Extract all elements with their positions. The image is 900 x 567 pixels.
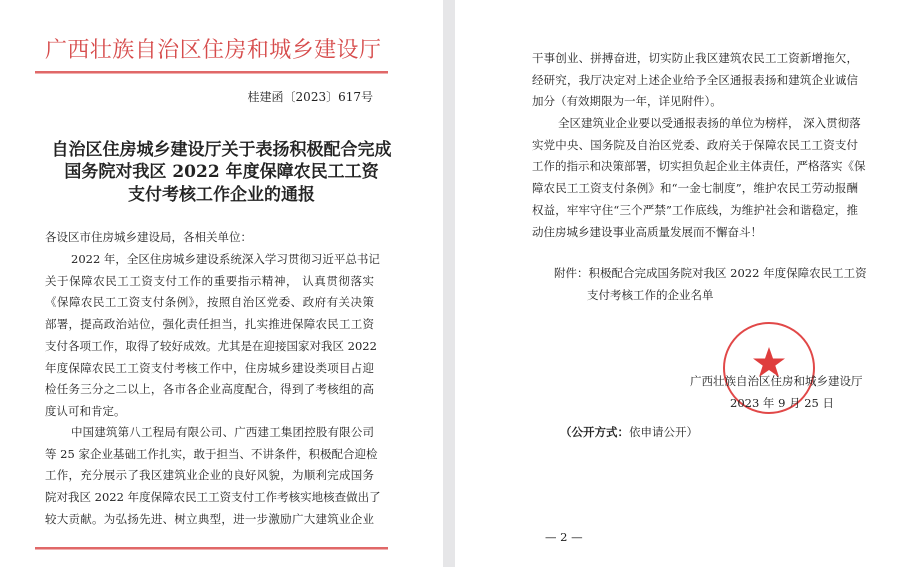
page-number: — 2 — [545, 530, 583, 544]
text-line: 等 25 家企业基础工作扎实，敢于担当、不讲条件，积极配合迎检 [45, 446, 378, 461]
document-page-2 [455, 0, 900, 567]
disclosure [560, 424, 698, 440]
title-line: 自治区住房城乡建设厅关于表扬积极配合完成 [51, 140, 392, 160]
text-line: 2022 年，全区住房城乡建设系统深入学习贯彻习近平总书记 [71, 252, 380, 266]
signature-organization: 广西壮族自治区住房和城乡建设厅 [690, 374, 863, 388]
text-line: 障农民工工资支付条例》和“一金七制度”，维护农民工劳动报酬 [532, 181, 858, 196]
title-line: 支付考核工作企业的通报 [128, 185, 315, 205]
text-line: 全区建筑业企业要以受通报表扬的单位为榜样， 深入贯彻落 [558, 116, 861, 130]
signature-date: 2023 年 9 月 25 日 [730, 396, 834, 410]
text-line: 权益，牢牢守住“三个严禁”工作底线，为维护社会和谐稳定，推 [532, 202, 858, 217]
text-line: 支付各项工作，取得了较好成效。尤其是在迎接国家对我区 2022 [45, 338, 377, 353]
text-line: 中国建筑第八工程局有限公司、广西建工集团控股有限公司 [71, 425, 374, 439]
text-line: 《保障农民工工资支付条例》，按照自治区党委、政府有关决策 [45, 295, 374, 310]
text-line: 实党中央、国务院及自治区党委、政府关于保障农民工工资支付 [532, 137, 858, 152]
document-page-1 [0, 0, 443, 567]
text-line: 支付考核工作的企业名单 [587, 287, 714, 302]
text-line: 较大贡献。为弘扬先进、树立典型，进一步激励广大建筑业企业 [45, 511, 374, 526]
text-line: 动住房城乡建设事业高质量发展而不懈奋斗！ [532, 224, 762, 239]
title-line: 国务院对我区 2022 年度保障农民工工资 [64, 162, 379, 182]
text-line: 工作的指示和决策部署，切实担负起企业主体责任，严格落实《保 [532, 159, 866, 174]
document-number: 桂建函〔2023〕617号 [247, 90, 373, 104]
header-red-rule [35, 71, 388, 74]
salutation: 各设区市住房城乡建设局，各相关单位： [45, 230, 252, 244]
disclosure-label: （公开方式： [560, 425, 629, 439]
text-line: 经研究，我厅决定对上述企业给予全区通报表扬和建筑企业诚信 [532, 72, 858, 87]
text-line: 部署，提高政治站位，强化责任担当，扎实推进保障农民工工资 [45, 317, 374, 332]
text-line: 加分（有效期限为一年，详见附件）。 [532, 94, 722, 109]
issuer-header: 广西壮族自治区住房和城乡建设厅 [45, 38, 381, 63]
disclosure-value: 依申请公开） [629, 425, 698, 439]
text-line: 年度保障农民工工资支付考核工作中，住房城乡建设类项目占迎 [45, 360, 374, 375]
text-line: 检任务三分之二以上，各市各企业高度配合，得到了考核组的高 [45, 382, 374, 397]
footer-red-rule [35, 547, 388, 550]
text-line: 关于保障农民工工资支付工作的重要指示精神， 认真贯彻落实 [45, 273, 374, 288]
text-line: 院对我区 2022 年度保障农民工工资支付工作考核实地核查做出了 [45, 490, 381, 505]
text-line: 工作，充分展示了我区建筑业企业的良好风貌，为顺利完成国务 [45, 468, 374, 483]
text-line: 干事创业、拼搏奋进，切实防止我区建筑农民工工资新增拖欠， [532, 51, 858, 65]
text-line: 度认可和肯定。 [45, 403, 126, 418]
text-line: 附件：积极配合完成国务院对我区 2022 年度保障农民工工资 [554, 266, 867, 280]
